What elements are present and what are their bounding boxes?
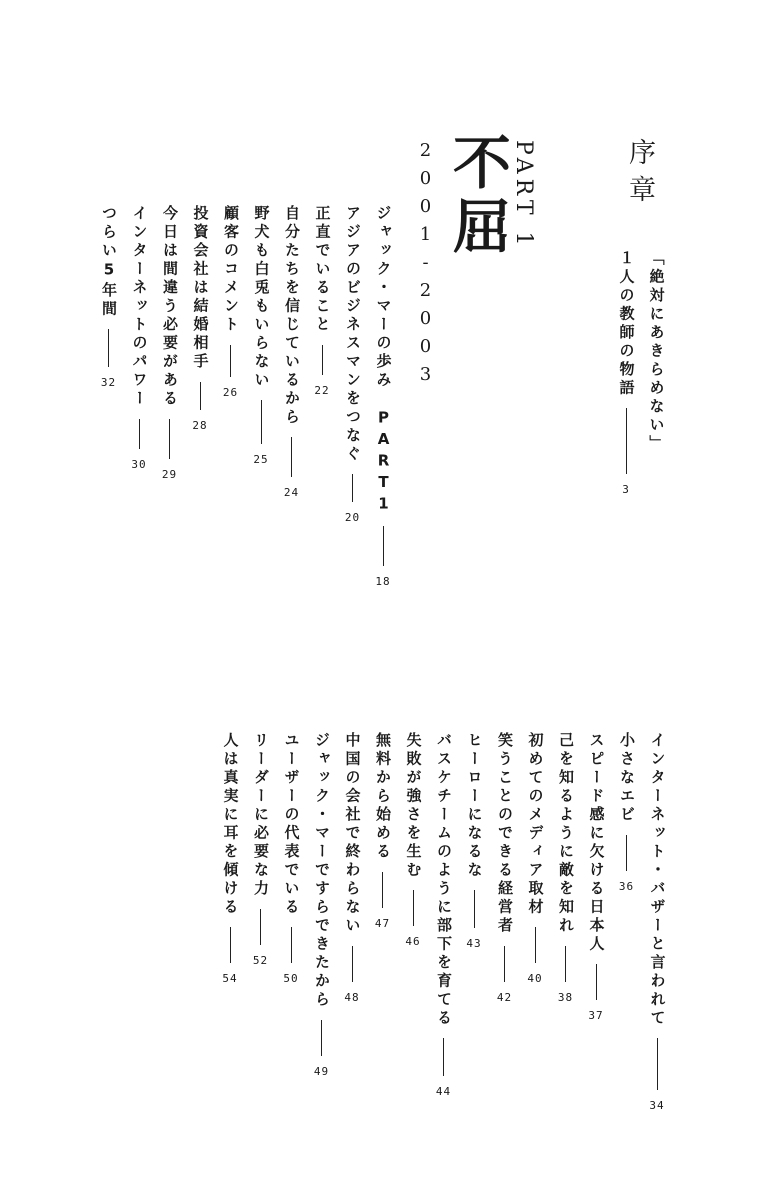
toc-entry[interactable] <box>155 205 185 480</box>
toc-entry[interactable] <box>368 732 398 929</box>
toc-entry-title: ジャック・マーの歩み PART1 <box>374 205 393 516</box>
toc-entry[interactable] <box>398 732 428 947</box>
leader-line <box>504 946 505 982</box>
page-number: 42 <box>496 990 513 1004</box>
toc-entry-title: 野犬も白兎もいらない <box>252 205 271 390</box>
toc-entry[interactable] <box>520 732 550 984</box>
leader-line <box>230 345 231 377</box>
page-number: 22 <box>314 383 330 397</box>
toc-entry[interactable] <box>338 205 368 523</box>
leader-line <box>200 382 201 410</box>
toc-entry-title: ヒーローになるな <box>465 732 484 880</box>
page-number: 38 <box>557 990 574 1004</box>
leader-line <box>626 835 627 871</box>
toc-entry-title: ジャック・マーですらできたから <box>313 732 331 1010</box>
toc-entry[interactable] <box>581 732 611 1021</box>
toc-entry-title: 失敗が強さを生む <box>404 732 423 880</box>
toc-entry-title: 正直でいること <box>313 205 332 335</box>
leader-line <box>596 964 597 1000</box>
page-number: 49 <box>313 1064 330 1078</box>
page-number: 50 <box>283 972 299 985</box>
prologue-heading: 序章 <box>624 138 655 212</box>
page-number: 44 <box>435 1085 452 1098</box>
toc-entry-title: 小さなエビ <box>618 732 636 825</box>
leader-line <box>474 890 475 928</box>
toc-entry-title: つらい5年間 <box>100 205 118 319</box>
toc-entry-title: リーダーに必要な力 <box>252 732 270 899</box>
toc-entry-title: スピード感に欠ける日本人 <box>587 732 606 954</box>
toc-entry[interactable] <box>642 732 672 1111</box>
page-number: 43 <box>466 937 482 950</box>
page-number: 30 <box>131 457 147 471</box>
toc-entry-title: １人の教師の物語 <box>617 250 636 398</box>
leader-line <box>230 927 231 963</box>
toc-entry[interactable] <box>246 205 276 465</box>
page-number: 29 <box>161 467 178 481</box>
toc-entry-title: 己を知るように敵を知れ <box>557 732 575 936</box>
toc-entry[interactable] <box>246 732 276 966</box>
page-number: 25 <box>253 453 269 466</box>
prologue-entry[interactable] <box>641 250 671 454</box>
leader-line <box>261 400 262 444</box>
leader-line <box>321 1020 322 1056</box>
page-number: 46 <box>405 935 421 948</box>
leader-line <box>260 909 261 945</box>
leader-line <box>657 1038 658 1090</box>
leader-line <box>382 872 383 908</box>
page-number: 48 <box>344 990 360 1004</box>
toc-entry[interactable] <box>337 732 367 1003</box>
leader-line <box>352 474 353 502</box>
toc-entry[interactable] <box>215 732 245 984</box>
toc-entry-title: 顧客のコメント <box>222 205 240 335</box>
toc-entry-title: 今日は間違う必要がある <box>161 205 179 409</box>
page-number: 47 <box>374 916 391 930</box>
part-title: 不屈 <box>443 132 511 260</box>
toc-entry[interactable] <box>459 732 489 949</box>
toc-entry-title: インターネットのパワー <box>130 205 149 409</box>
prologue-subtitle: 「絶対にあきらめない」 <box>647 250 666 454</box>
leader-line <box>626 408 627 474</box>
toc-entry-title: 人は真実に耳を傾ける <box>221 732 240 917</box>
leader-line <box>413 890 414 926</box>
leader-line <box>169 419 170 459</box>
page-number: 18 <box>375 575 391 588</box>
toc-entry-title: インターネット・バザーと言われて <box>648 732 667 1028</box>
leader-line <box>291 927 292 963</box>
page-number: 40 <box>527 972 543 985</box>
page-number: 32 <box>100 376 117 389</box>
toc-entry-title: 初めてのメディア取材 <box>526 732 545 917</box>
leader-line <box>535 927 536 963</box>
toc-entry[interactable] <box>612 732 642 892</box>
toc-entry-title: バスケチームのように部下を育てる <box>435 732 453 1028</box>
page-number: 34 <box>649 1099 665 1112</box>
toc-entry[interactable] <box>185 205 215 431</box>
toc-entry-title: 自分たちを信じているから <box>283 205 301 427</box>
page-number: 36 <box>618 879 635 893</box>
leader-line <box>383 526 384 566</box>
toc-entry[interactable] <box>277 205 307 498</box>
leader-line <box>291 437 292 477</box>
toc-entry-title: 無料から始める <box>374 732 392 862</box>
page-number: 52 <box>252 953 269 967</box>
page-number: 24 <box>283 486 300 499</box>
page-number: 26 <box>222 385 239 399</box>
page-number: 3 <box>622 483 630 496</box>
toc-entry-title: 中国の会社で終わらない <box>343 732 362 936</box>
toc-entry[interactable] <box>490 732 520 1003</box>
leader-line <box>352 946 353 982</box>
toc-entry[interactable] <box>276 732 306 984</box>
leader-line <box>322 345 323 375</box>
toc-entry[interactable] <box>551 732 581 1003</box>
toc-entry-title: 投資会社は結婚相手 <box>191 205 210 372</box>
toc-entry-title: アジアのビジネスマンをつなぐ <box>344 205 362 464</box>
page-number: 37 <box>588 1009 604 1022</box>
toc-entry[interactable] <box>94 205 124 388</box>
toc-entry[interactable] <box>429 732 459 1097</box>
toc-entry-title: 笑うことのできる経営者 <box>496 732 514 936</box>
toc-entry[interactable] <box>307 205 337 396</box>
toc-entry[interactable] <box>368 205 398 587</box>
part-years: 2001-2003 <box>415 140 436 392</box>
leader-line <box>443 1038 444 1076</box>
page-number: 54 <box>222 972 238 985</box>
leader-line <box>565 946 566 982</box>
prologue-sub-entry[interactable] <box>611 250 641 495</box>
toc-entry[interactable] <box>124 205 154 470</box>
page-number: 28 <box>192 418 208 432</box>
toc-entry[interactable] <box>216 205 246 398</box>
toc-entry-title: ユーザーの代表でいる <box>282 732 301 917</box>
part-label: PART 1 <box>511 140 536 251</box>
page-number: 20 <box>344 511 361 524</box>
toc-entry[interactable] <box>307 732 337 1077</box>
leader-line <box>139 419 140 449</box>
leader-line <box>108 329 109 367</box>
